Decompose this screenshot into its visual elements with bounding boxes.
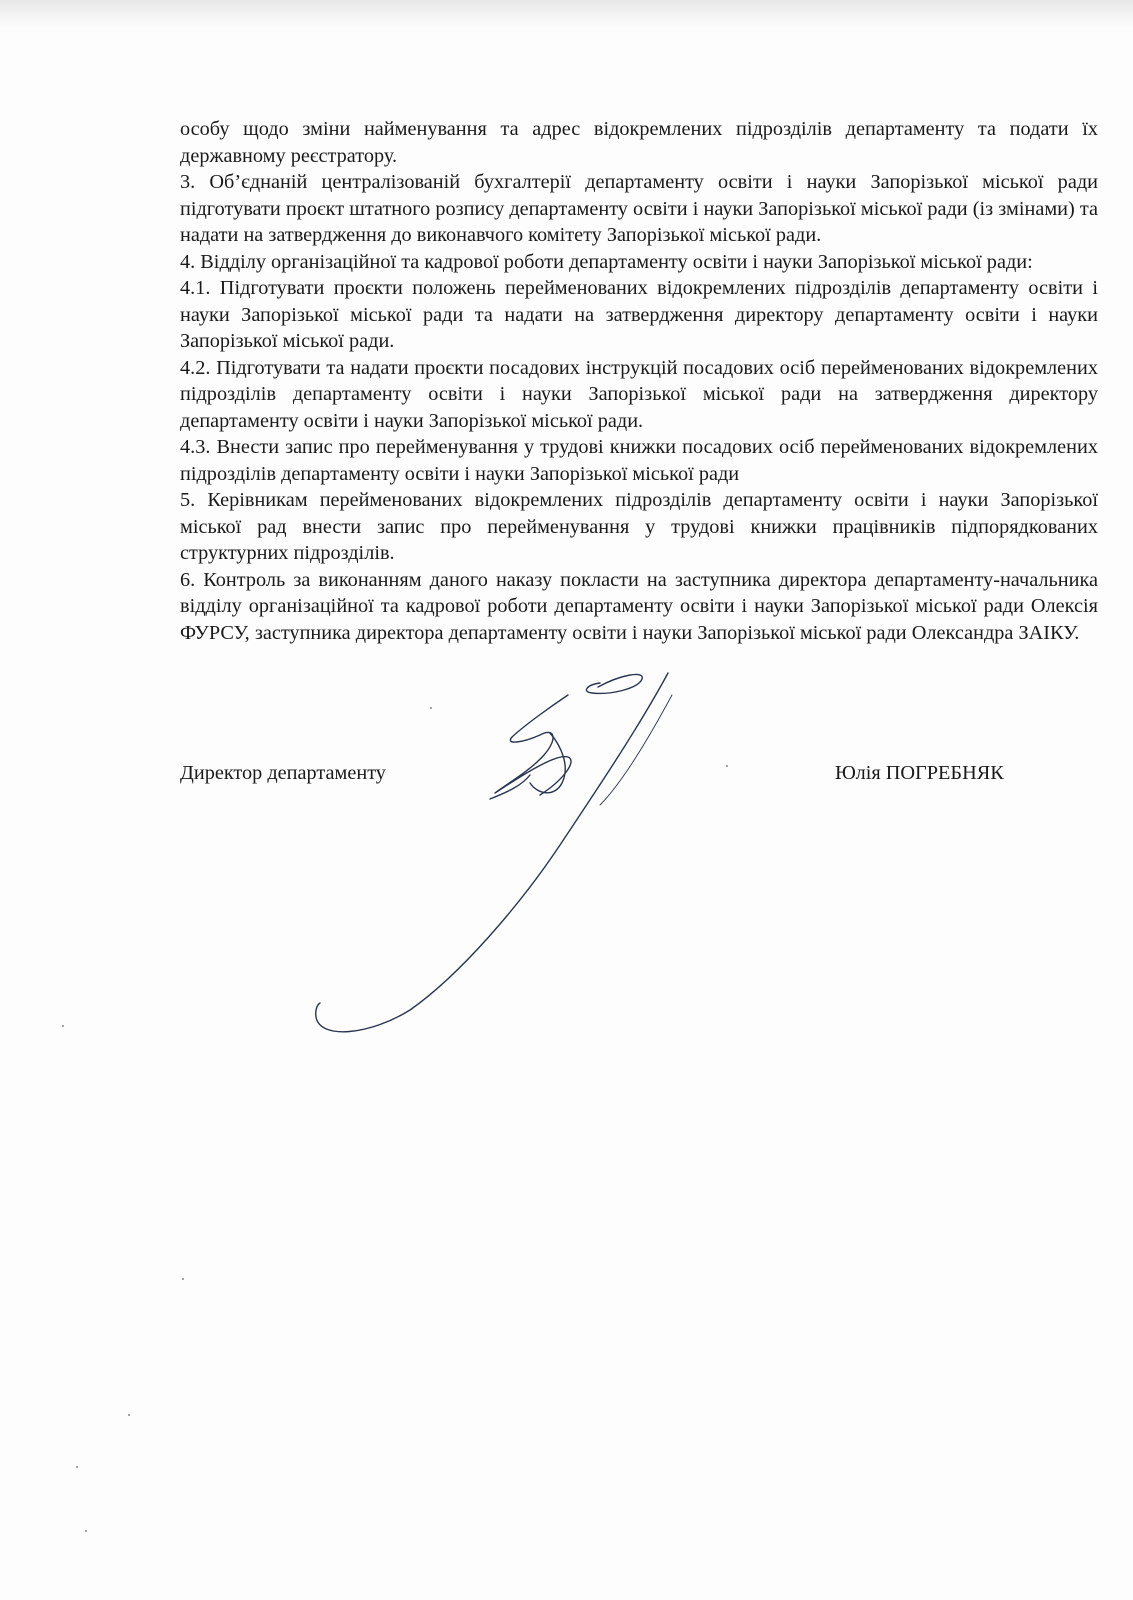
paragraph-item-4-1: 4.1. Підготувати проєкти положень перейменованих відокремлених підрозділів департаменту освіти і науки Запорізької міської ради та надати на затвердження директору департаменту освіти і науки Запорізької міської ради. [180, 277, 1098, 352]
paragraph-item-6: 6. Контроль за виконанням даного наказу покласти на заступника директора департаменту-начальника відділу організаційної та кадрової роботи департаменту освіти і науки Запорізької міської ради Олексія ФУРСУ, заступника директора департаменту освіти і науки Запорізької міської ради Олександра ЗАІКУ. [180, 568, 1098, 644]
scan-speck [62, 1025, 64, 1027]
document-body [180, 116, 1098, 646]
signature-stroke-b [490, 775, 530, 799]
scan-speck [726, 765, 728, 767]
signature-tail [316, 673, 668, 1032]
scan-shadow [0, 0, 1133, 30]
signatory-name: Юлія ПОГРЕБНЯК [835, 762, 1004, 784]
signature-loop [586, 674, 642, 693]
paragraph-item-4-2: 4.2. Підготувати та надати проєкти посадових інструкцій посадових осіб перейменованих відокремлених підрозділів департаменту освіти і науки Запорізької міської ради на затвердження директору департаменту освіти і науки Запорізької міської ради. [180, 356, 1098, 432]
paragraph-item-5: 5. Керівникам перейменованих відокремлених підрозділів департаменту освіти і науки Запорізької міської рад внести запис про перейменування у трудові книжки працівників підпорядкованих структурних підрозділів. [180, 489, 1098, 564]
paragraph-item-4: 4. Відділу організаційної та кадрової роботи департаменту освіти і науки Запорізької міської ради: [180, 250, 1033, 273]
paragraph-item-3: 3. Об’єднаній централізованій бухгалтерії департаменту освіти і науки Запорізької міської ради підготувати проєкт штатного розпису департаменту освіти і науки Запорізької міської ради (із змінами) та надати на затвердження до виконавчого комітету Запорізької міської ради. [180, 171, 1098, 246]
scan-speck [128, 1414, 130, 1416]
signatory-title: Директор департаменту [180, 762, 386, 784]
signature-tail-thin [600, 695, 672, 805]
paragraph-item-4-3: 4.3. Внести запис про перейменування у трудові книжки посадових осіб перейменованих відокремлених підрозділів департаменту освіти і науки Запорізької міської ради [180, 436, 1098, 485]
signature-scribble [495, 695, 571, 795]
paragraph-continuation: особу щодо зміни найменування та адрес відокремлених підрозділів департаменту та подати їх державному реєстратору. [180, 118, 1098, 167]
handwritten-signature [300, 655, 720, 1045]
scan-speck [76, 1466, 78, 1468]
scan-speck [182, 1278, 184, 1280]
scan-speck [85, 1530, 87, 1532]
scan-speck [430, 707, 432, 709]
